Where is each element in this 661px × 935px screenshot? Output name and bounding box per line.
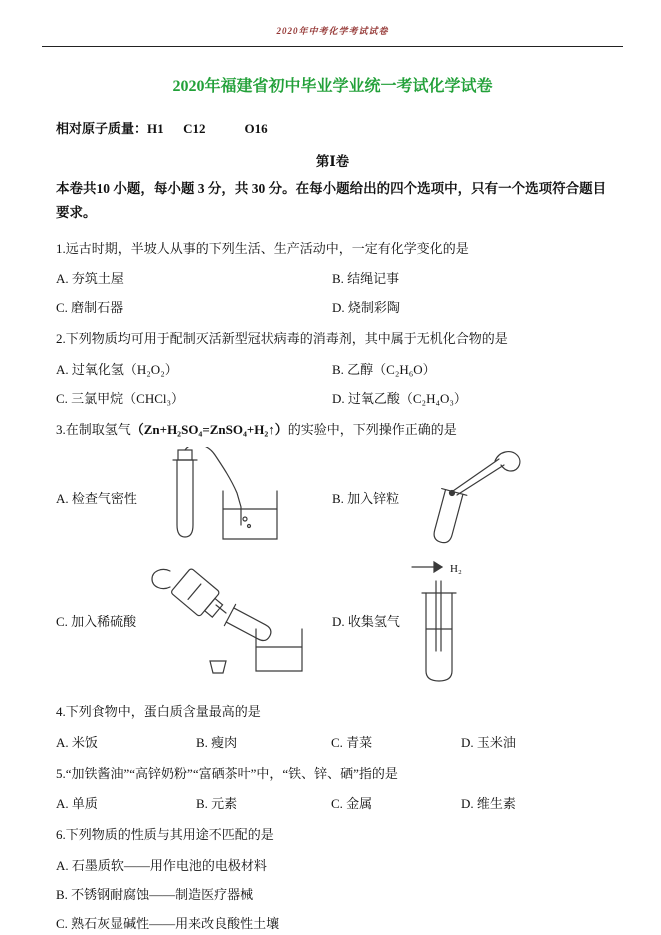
exam-title: 2020年福建省初中毕业学业统一考试化学试卷 xyxy=(172,78,493,95)
option: C. 三氯甲烷（CHCl₃） xyxy=(56,390,185,406)
figure-d-cell xyxy=(332,551,609,689)
question-stem xyxy=(56,420,609,440)
option: B. 结绳记事 xyxy=(332,271,400,287)
q3-figures xyxy=(56,447,609,689)
option: A. 夯筑土屋 xyxy=(56,271,124,287)
collect-hydrogen-figure xyxy=(408,551,488,689)
options-row xyxy=(56,359,609,378)
option: B. 元素 xyxy=(196,796,238,812)
option: C. 金属 xyxy=(331,796,373,812)
options-row xyxy=(56,732,609,751)
option: B. 乙醇（C₂H₆O） xyxy=(332,361,436,377)
option: D. 维生素 xyxy=(461,796,516,812)
question-6 xyxy=(56,825,609,932)
option: D. 烧制彩陶 xyxy=(332,300,400,316)
question-stem: 6.下列物质的性质与其用途不匹配的是 xyxy=(56,827,274,843)
figure-b-cell xyxy=(332,447,609,547)
options-row xyxy=(56,793,609,812)
question-1 xyxy=(56,239,609,317)
question-stem: 2.下列物质均可用于配制灭活新型冠状病毒的消毒剂，其中属于无机化合物的是 xyxy=(56,331,508,347)
header-divider xyxy=(42,46,623,47)
figure-label: B. 加入锌粒 xyxy=(332,490,400,506)
question-stem: 4.下列食物中，蛋白质含量最高的是 xyxy=(56,704,261,720)
check-airtightness-figure xyxy=(145,447,295,547)
option: A. 单质 xyxy=(56,796,98,812)
option: D. 玉米油 xyxy=(461,734,516,750)
question-stem: 5.“加铁酱油”“高锌奶粉”“富硒茶叶”中，“铁、锌、硒”指的是 xyxy=(56,765,398,781)
option: C. 熟石灰显碱性——用来改良酸性土壤 xyxy=(56,915,280,931)
question-2 xyxy=(56,329,609,407)
add-acid-figure xyxy=(144,563,319,678)
option: A. 石墨质软——用作电池的电极材料 xyxy=(56,857,267,873)
figure-c-cell xyxy=(56,551,332,689)
chemical-equation: （Zn+H₂SO₄=ZnSO₄+H₂↑） xyxy=(130,421,288,437)
question-3 xyxy=(56,420,609,690)
options-row xyxy=(56,268,609,287)
option: B. 瘦肉 xyxy=(196,734,238,750)
atomic-mass-line: 相对原子质量：H1 C12 O16 xyxy=(56,121,268,136)
doc-header-text: 2020年中考化学考试试卷 xyxy=(276,26,389,36)
add-zinc-figure xyxy=(407,447,527,547)
option: C. 青菜 xyxy=(331,734,373,750)
options-row xyxy=(56,388,609,407)
option: D. 过氧乙酸（C₂H₄O₃） xyxy=(332,390,467,406)
option: B. 不锈钢耐腐蚀——制造医疗器械 xyxy=(56,886,254,902)
question-stem: 1.远古时期，半坡人从事的下列生活、生产活动中，一定有化学变化的是 xyxy=(56,240,469,256)
figure-a-cell xyxy=(56,447,332,547)
section-heading: 第Ⅰ卷 xyxy=(315,154,350,169)
stem-text: 的实验中，下列操作正确的是 xyxy=(287,421,457,437)
figure-label: A. 检查气密性 xyxy=(56,490,137,506)
question-4 xyxy=(56,702,609,751)
stem-text: 3.在制取氢气 xyxy=(56,421,131,437)
option: A. 米饭 xyxy=(56,734,98,750)
question-5 xyxy=(56,764,609,813)
gas-label: H₂ xyxy=(449,563,462,576)
option: C. 磨制石器 xyxy=(56,300,124,316)
exam-instructions: 本卷共10 小题，每小题 3 分，共 30 分。在每小题给出的四个选项中，只有一个选项符合题目要求。 xyxy=(56,181,607,221)
figure-label: C. 加入稀硫酸 xyxy=(56,613,137,629)
figure-label: D. 收集氢气 xyxy=(332,613,400,629)
option: A. 过氧化氢（H₂O₂） xyxy=(56,361,178,377)
options-row xyxy=(56,297,609,316)
